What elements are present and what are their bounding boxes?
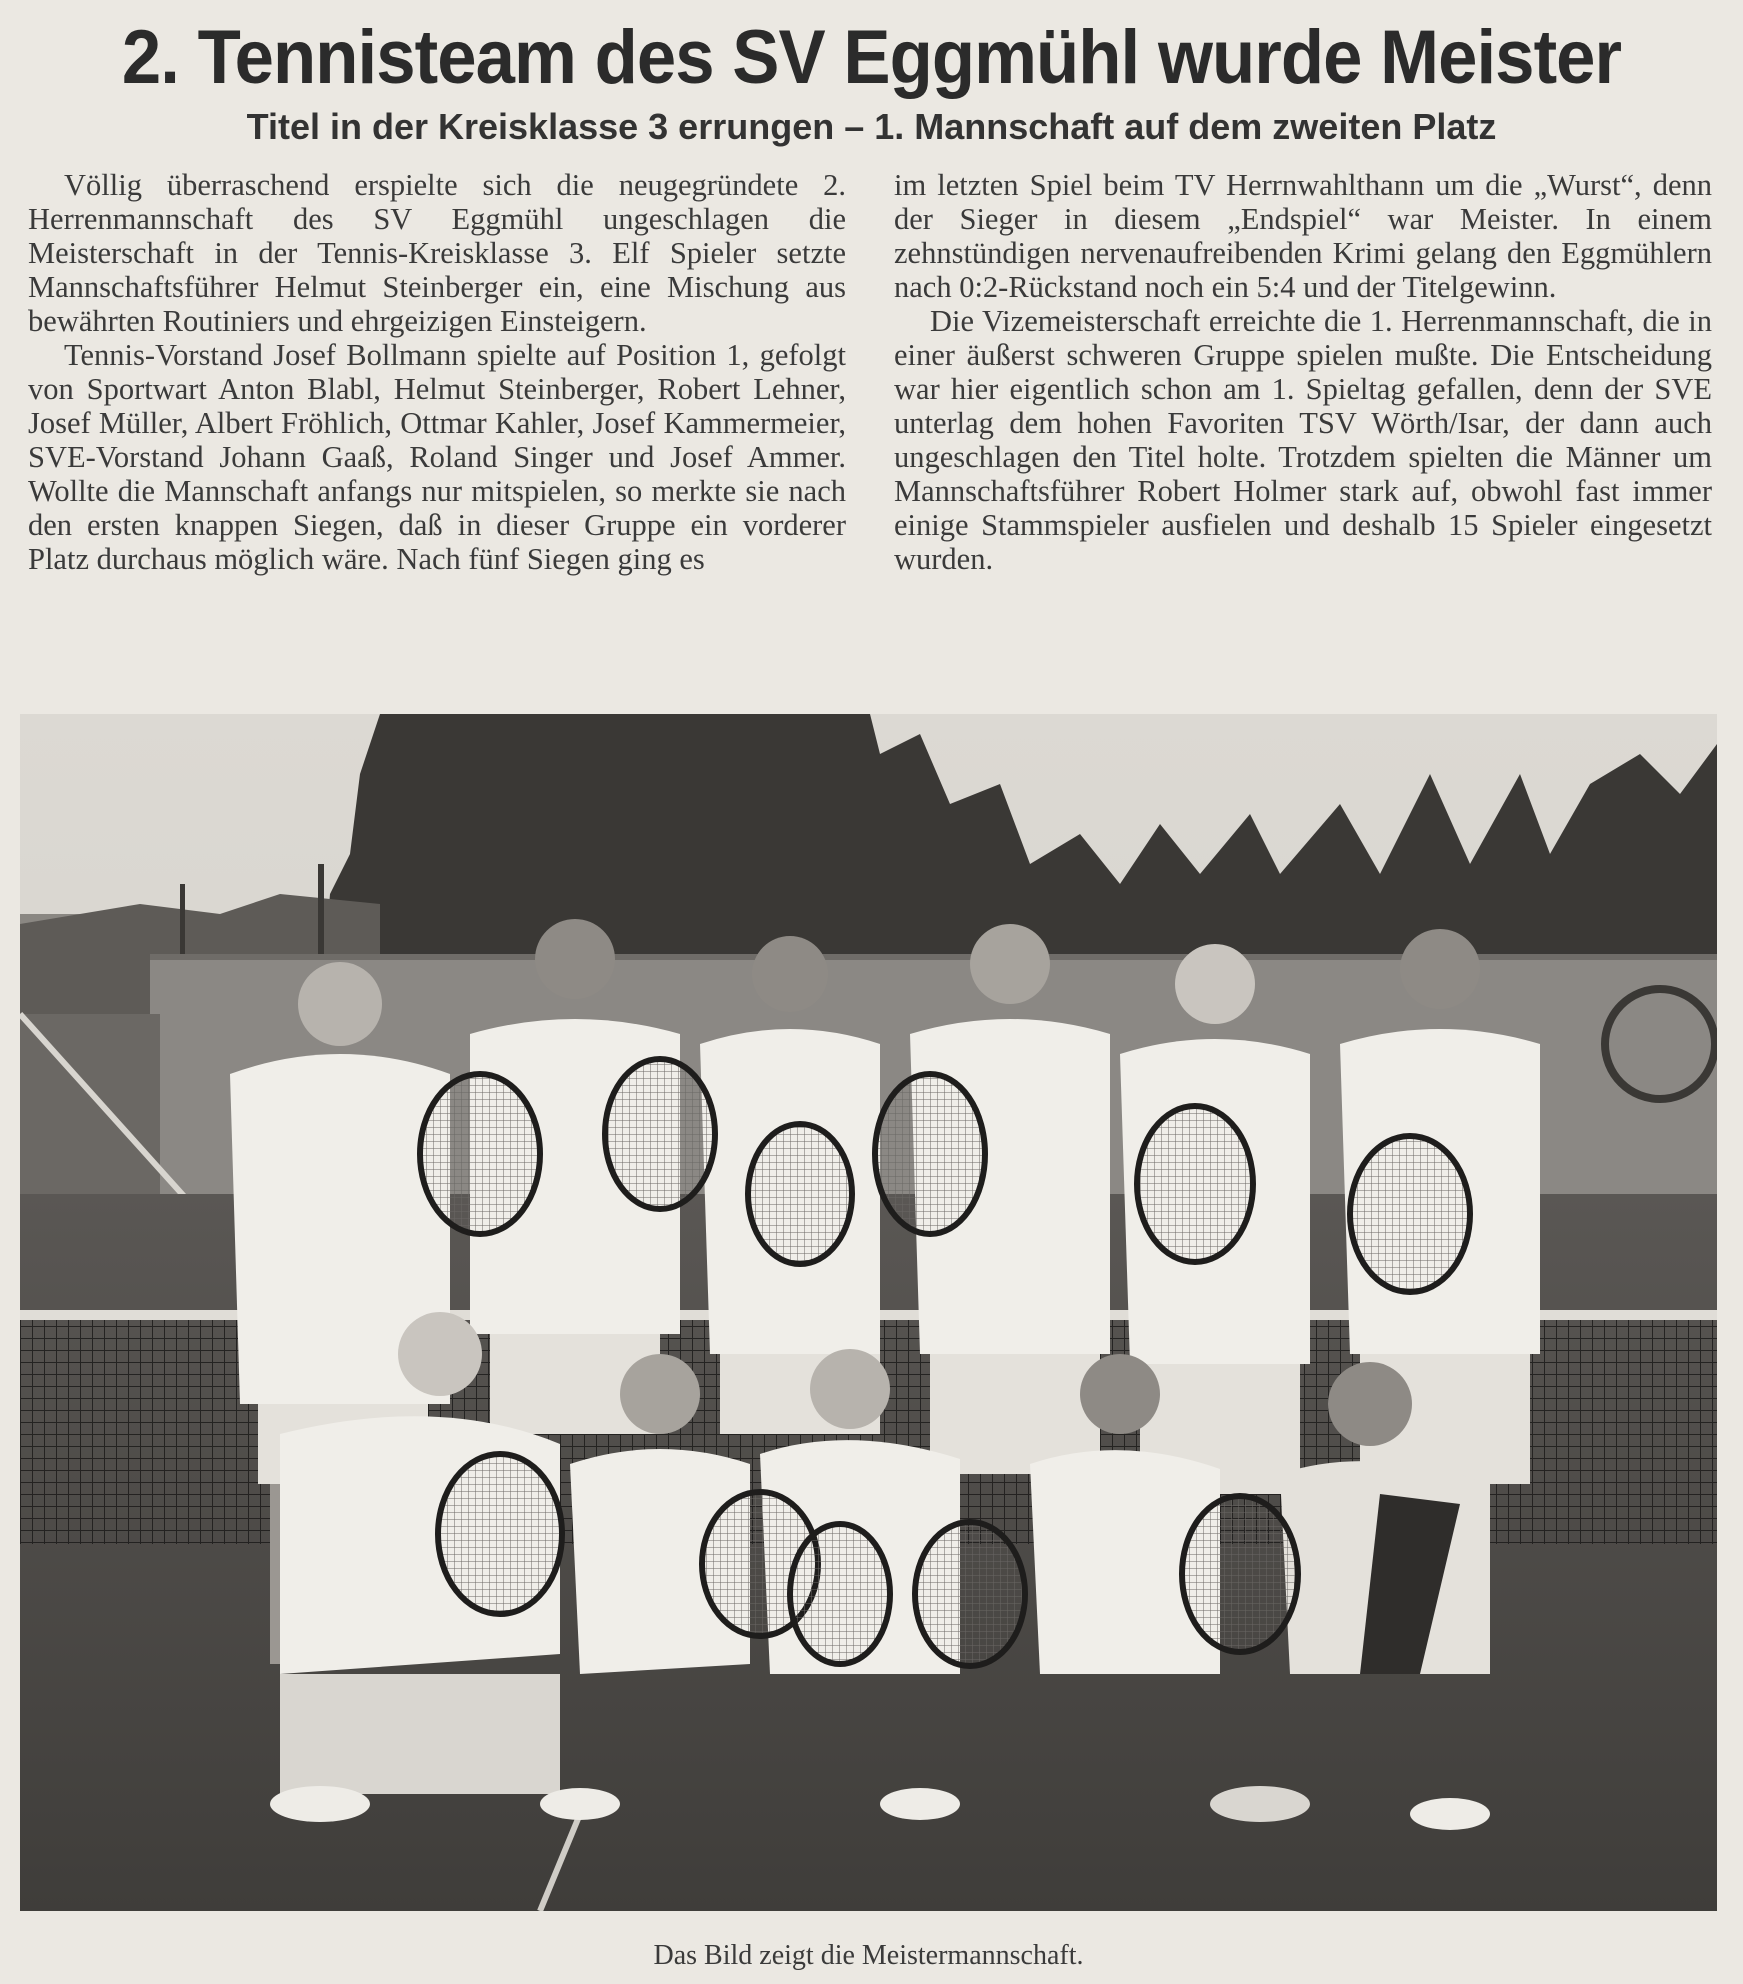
team-photo xyxy=(20,714,1717,1911)
paragraph: Die Vizemeisterschaft erreichte die 1. Herrenmannschaft, die in einer äußerst schweren Gruppe spielen mußte. Die Entscheidung war hier eigentlich schon am 1. Spieltag gefallen, denn der SVE unterlag dem hohen Favoriten TSV Wörth/Isar, der dann auch ungeschlagen den Titel holte. Trotzdem spielten die Männer um Mannschaftsführer Robert Holmer stark auf, obwohl fast immer einige Stammspieler ausfielen und deshalb 15 Spieler eingesetzt wurden. xyxy=(894,304,1712,576)
photo-caption: Das Bild zeigt die Meistermannschaft. xyxy=(653,1940,1084,1971)
article-column-right xyxy=(894,168,1712,576)
article-column-left xyxy=(28,168,846,576)
paragraph: Völlig überraschend erspielte sich die neugegründete 2. Herrenmannschaft des SV Eggmühl ungeschlagen die Meisterschaft in der Tennis-Kreisklasse 3. Elf Spieler setzte Mannschaftsführer Helmut Steinberger ein, eine Mischung aus bewährten Routiniers und ehrgeizigen Einsteigern. xyxy=(28,168,846,338)
subheadline: Titel in der Kreisklasse 3 errungen – 1. Mannschaft auf dem zweiten Platz xyxy=(246,106,1497,147)
paragraph: im letzten Spiel beim TV Herrnwahlthann um die „Wurst“, denn der Sieger in diesem „Endspiel“ war Meister. In einem zehnstündigen nervenaufreibenden Krimi gelang den Eggmühlern nach 0:2-Rückstand noch ein 5:4 und der Titelgewinn. xyxy=(894,168,1712,304)
team-photo-illustration xyxy=(20,714,1717,1911)
paragraph: Tennis-Vorstand Josef Bollmann spielte auf Position 1, gefolgt von Sportwart Anton Blabl, Helmut Steinberger, Robert Lehner, Josef Müller, Albert Fröhlich, Ottmar Kahler, Josef Kammermeier, SVE-Vorstand Johann Gaaß, Roland Singer und Josef Ammer. Wollte die Mannschaft anfangs nur mitspielen, so merkte sie nach den ersten knappen Siegen, daß in dieser Gruppe ein vorderer Platz durchaus möglich wäre. Nach fünf Siegen ging es xyxy=(28,338,846,576)
headline: 2. Tennisteam des SV Eggmühl wurde Meister xyxy=(121,15,1622,100)
